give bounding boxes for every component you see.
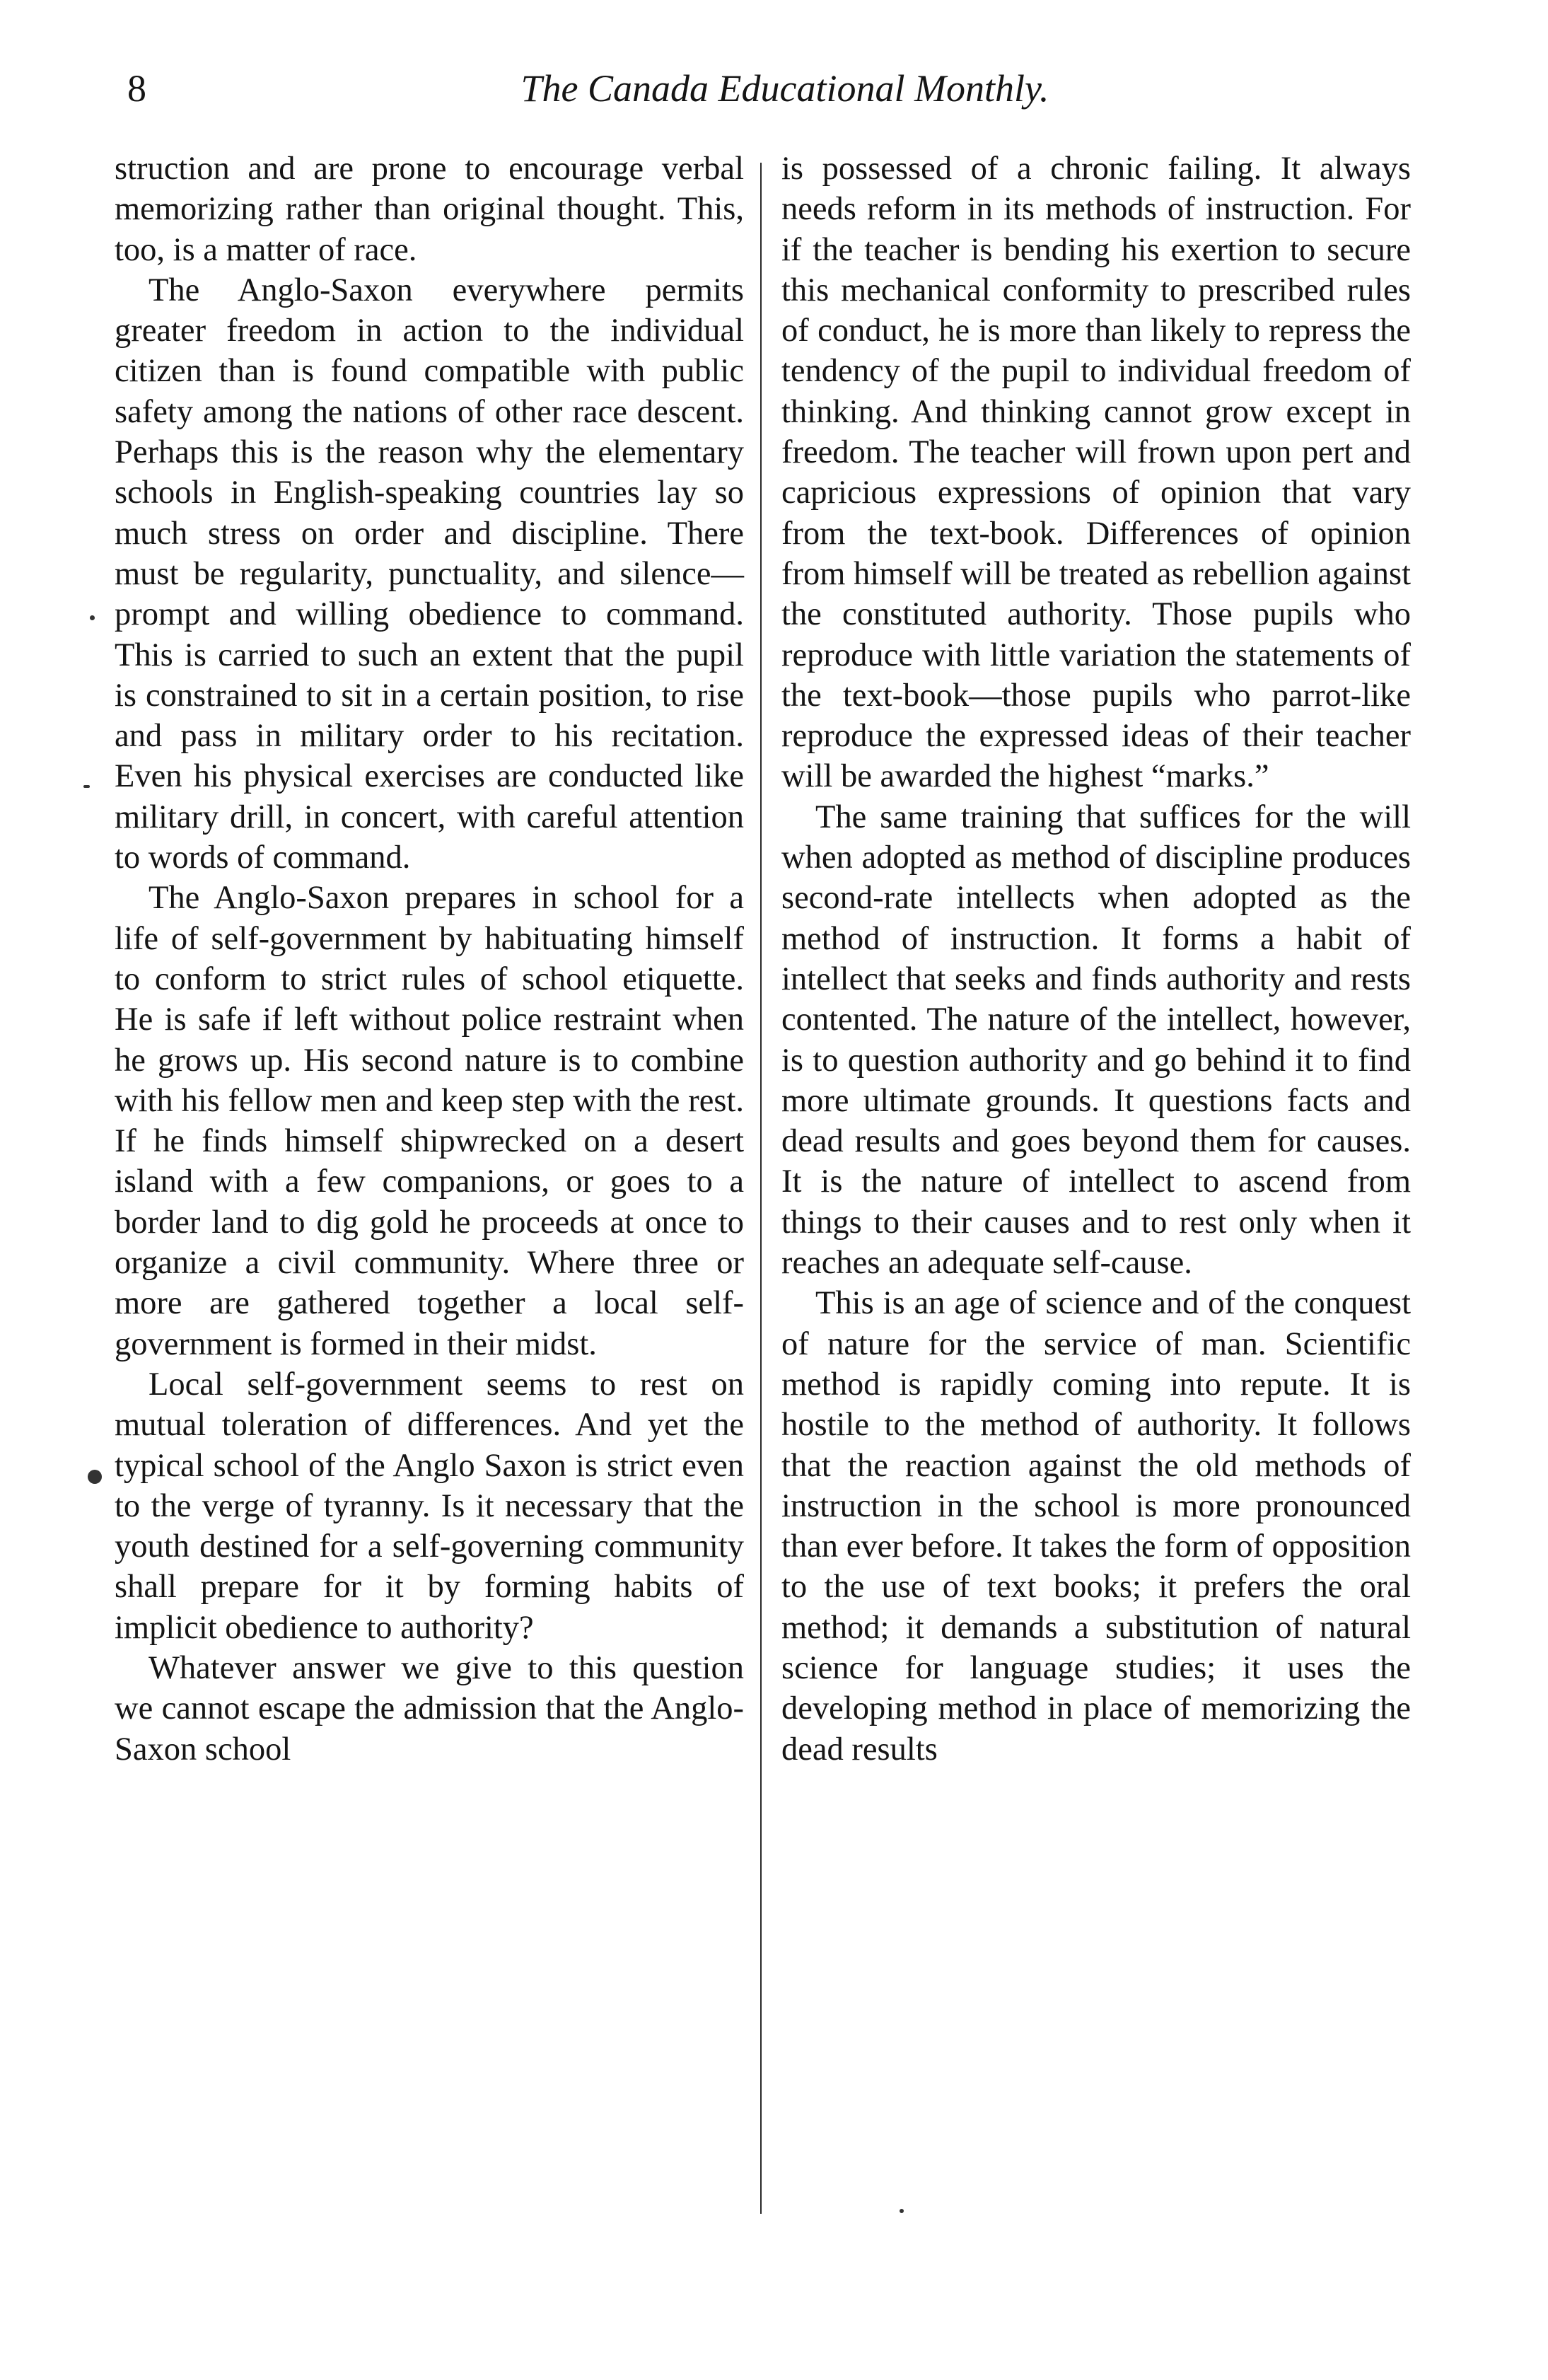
- paragraph: The same training that suffices for the will when adopted as method of discipline produces second-rate intellects when adopted as the method of instruction. It forms a habit of intellect that seeks and finds authority and rests contented. The nature of the intellect, however, is to question authority and go behind it to find more ultimate grounds. It questions facts and dead results and goes beyond them for causes. It is the nature of intellect to ascend from things to their causes and to rest only when it reaches an adequate self-cause.: [781, 799, 1411, 1282]
- ink-speck: [83, 785, 90, 788]
- right-column: [781, 149, 1411, 1770]
- running-header: [106, 64, 1464, 120]
- paragraph: This is an age of science and of the conquest of nature for the service of man. Scientific method is rapidly coming into repute. It is hostile to the method of authority. It follows that the reaction against the old methods of instruction in the school is more pronounced than ever before. It takes the form of opposition to the use of text books; it prefers the oral method; it demands a substitution of natural science for language studies; it uses the developing method in place of memorizing the dead results: [781, 1285, 1411, 1767]
- paragraph: The Anglo-Saxon prepares in school for a life of self-government by habituating himself to conform to strict rules of school etiquette. He is safe if left without police restraint when he grows up. His second nature is to combine with his fellow men and keep step with the rest. If he finds himself shipwrecked on a desert island with a few companions, or goes to a border land to dig gold he proceeds at once to organize a civil community. Where three or more are gathered together a local self-government is formed in their midst.: [115, 880, 744, 1362]
- paragraph: The Anglo-Saxon everywhere permits greater freedom in action to the individual citizen than is found compatible with public safety among the nations of other race descent. Perhaps this is the reason why the elementary schools in English-speaking countries lay so much stress on order and discipline. There must be regularity, punctuality, and silence—prompt and willing obedience to command. This is carried to such an extent that the pupil is constrained to sit in a certain position, to rise and pass in military order to his recitation. Even his physical exercises are conducted like military drill, in concert, with careful attention to words of command.: [115, 272, 744, 876]
- ink-blot: [88, 1470, 102, 1484]
- paragraph: Local self-government seems to rest on mutual toleration of differences. And yet the typical school of the Anglo Saxon is strict even to the verge of tyranny. Is it necessary that the youth destined for a self-governing community shall prepare for it by forming habits of implicit obedience to authority?: [115, 1366, 744, 1646]
- ink-speck: [900, 2209, 904, 2213]
- ink-speck: [90, 615, 95, 620]
- journal-title: The Canada Educational Monthly.: [520, 67, 1049, 110]
- page-number: 8: [127, 67, 146, 110]
- paragraph: is possessed of a chronic failing. It always needs reform in its methods of instruction. For if the teacher is bending his exertion to secure this mechanical conformity to prescribed rules of conduct, he is more than likely to repress the tendency of the pupil to individual freedom of thinking. And thinking cannot grow except in freedom. The teacher will frown upon pert and capricious expressions of opinion that vary from the text-book. Differences of opinion from himself will be treated as rebellion against the constituted authority. Those pupils who reproduce with little variation the statements of the text-book—those pupils who parrot-like reproduce the expressed ideas of their teacher will be awarded the highest “marks.”: [781, 151, 1411, 795]
- paragraph: Whatever answer we give to this question we cannot escape the admission that the Anglo-Saxon school: [115, 1649, 744, 1767]
- column-divider: [760, 163, 762, 2214]
- paragraph: struction and are prone to encourage verbal memorizing rather than original thought. This, too, is a matter of race.: [115, 151, 744, 268]
- left-column: [115, 149, 744, 1770]
